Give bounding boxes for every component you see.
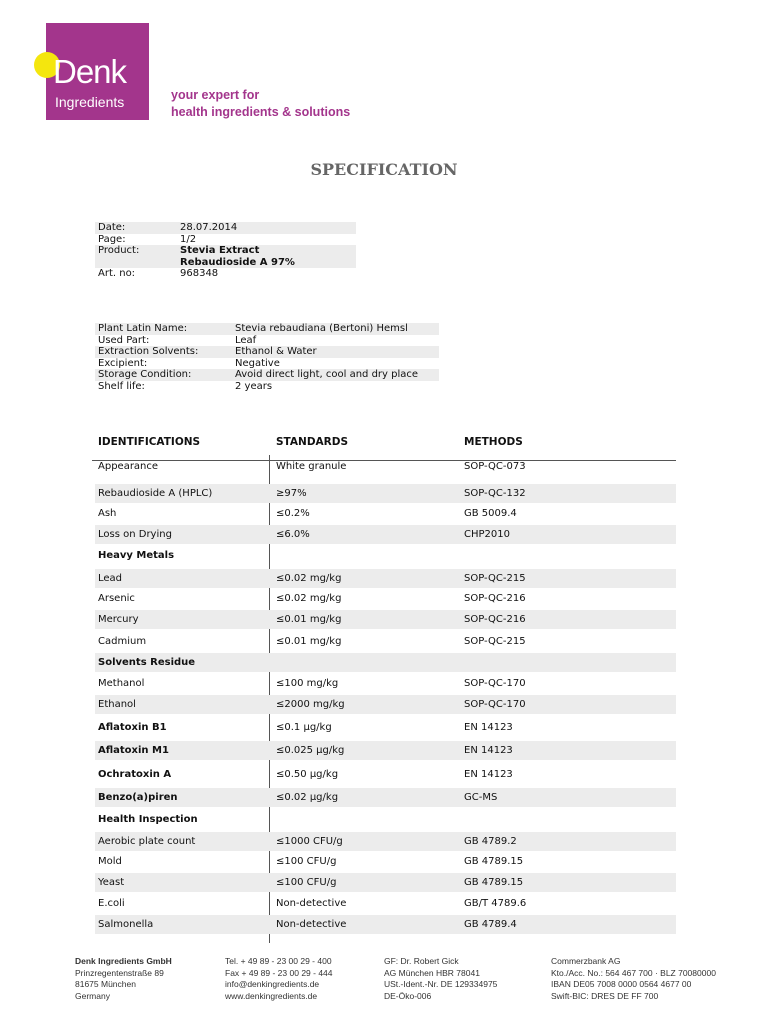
footer-bank (551, 956, 716, 1002)
table-row (95, 632, 676, 651)
cell-identification: Yeast (98, 877, 125, 888)
footer-line: DE-Öko-006 (384, 990, 432, 1001)
cell-identification: Appearance (98, 461, 159, 472)
table-row (95, 832, 676, 851)
info-row (95, 245, 356, 268)
table-row (95, 569, 676, 588)
info-row (95, 358, 439, 370)
cell-standard: White granule (276, 461, 347, 472)
cell-standard: ≤0.2% (276, 508, 310, 519)
product-variant: Rebaudioside A 97% (180, 256, 295, 268)
cell-identification: Lead (98, 573, 123, 584)
cell-identification: Mold (98, 856, 122, 867)
footer-company (75, 956, 172, 1002)
info-value: 28.07.2014 (180, 222, 238, 233)
company-logo (46, 23, 149, 120)
info-value: Negative (235, 357, 280, 369)
cell-method: GB 4789.2 (464, 836, 517, 847)
table-row (95, 525, 676, 544)
cell-method: GB/T 4789.6 (464, 898, 527, 909)
cell-identification: Aflatoxin M1 (98, 745, 169, 756)
info-row (95, 234, 356, 246)
table-row (95, 546, 676, 565)
cell-identification: Aflatoxin B1 (98, 722, 167, 733)
cell-method: SOP-QC-170 (464, 678, 526, 689)
info-row (95, 323, 439, 335)
tagline-line-1: your expert for (171, 88, 260, 102)
cell-method: SOP-QC-132 (464, 488, 526, 499)
logo-brand-text: Denk (53, 53, 127, 90)
table-row (95, 741, 676, 760)
cell-standard: Non-detective (276, 898, 347, 909)
logo-sub-text: Ingredients (55, 94, 125, 110)
table-row (95, 589, 676, 608)
cell-method: EN 14123 (464, 769, 513, 780)
info-value: Avoid direct light, cool and dry place (235, 369, 419, 380)
cell-method: GC-MS (464, 792, 498, 803)
cell-identification: E.coli (98, 898, 125, 909)
cell-standard: ≤0.02 mg/kg (276, 573, 342, 584)
cell-identification: Ochratoxin A (98, 769, 172, 780)
footer-line: Kto./Acc. No.: 564 467 700 · BLZ 70080000 (551, 967, 716, 978)
cell-identification: Arsenic (98, 593, 135, 604)
footer-line: USt.-Ident.-Nr. DE 129334975 (384, 979, 498, 989)
cell-standard: ≤6.0% (276, 529, 310, 540)
cell-standard: ≤0.50 µg/kg (276, 769, 339, 780)
cell-identification: Ash (98, 508, 117, 519)
footer-line: Swift-BIC: DRES DE FF 700 (551, 990, 659, 1001)
footer-line: 81675 München (75, 979, 136, 989)
info-row (95, 381, 439, 393)
info-label: Used Part: (98, 334, 150, 346)
info-label: Date: (98, 222, 126, 233)
cell-method: EN 14123 (464, 722, 513, 733)
info-row (95, 222, 356, 234)
table-row (95, 788, 676, 807)
header-standards: STANDARDS (276, 436, 349, 448)
header-methods: METHODS (464, 436, 523, 448)
footer-line: GF: Dr. Robert Gick (384, 956, 459, 966)
cell-identification: Cadmium (98, 636, 147, 647)
cell-method: SOP-QC-215 (464, 573, 526, 584)
cell-identification: Loss on Drying (98, 529, 172, 540)
cell-method: GB 4789.15 (464, 856, 524, 867)
footer-phone: Tel. + 49 89 - 23 00 29 - 400 (225, 956, 332, 966)
info-label: Shelf life: (98, 380, 145, 392)
footer-website-link[interactable]: www.denkingredients.de (225, 990, 318, 1001)
cell-standard: ≤0.01 mg/kg (276, 614, 342, 625)
table-row (95, 810, 676, 829)
cell-method: SOP-QC-215 (464, 636, 526, 647)
info-label: Excipient: (98, 357, 148, 369)
cell-identification: Mercury (98, 614, 139, 625)
table-row (95, 457, 676, 476)
info-row (95, 369, 439, 381)
cell-section-heading: Health Inspection (98, 814, 198, 825)
cell-identification: Methanol (98, 678, 145, 689)
info-label: Product: (98, 245, 140, 256)
cell-standard: ≥97% (276, 488, 307, 499)
cell-section-heading: Heavy Metals (98, 550, 175, 561)
info-row (95, 335, 439, 347)
cell-method: SOP-QC-073 (464, 461, 526, 472)
cell-method: SOP-QC-216 (464, 593, 526, 604)
table-row (95, 695, 676, 714)
info-value (180, 245, 295, 268)
table-row (95, 718, 676, 737)
table-row (95, 873, 676, 892)
cell-method: GB 4789.15 (464, 877, 524, 888)
info-value: Leaf (235, 334, 257, 346)
cell-identification: Salmonella (98, 919, 154, 930)
cell-identification: Aerobic plate count (98, 836, 196, 847)
footer-line: Germany (75, 990, 110, 1001)
info-label: Storage Condition: (98, 369, 192, 380)
cell-standard: ≤100 CFU/g (276, 877, 337, 888)
cell-standard: ≤1000 CFU/g (276, 836, 343, 847)
table-row (95, 852, 676, 871)
footer-company-name: Denk Ingredients GmbH (75, 956, 172, 966)
info-label: Plant Latin Name: (98, 323, 188, 334)
cell-standard: ≤0.1 µg/kg (276, 722, 332, 733)
info-value: 968348 (180, 268, 219, 279)
footer-line: IBAN DE05 7008 0000 0564 4677 00 (551, 979, 692, 989)
footer-line: Prinzregentenstraße 89 (75, 967, 164, 978)
footer-contact (225, 956, 333, 1002)
cell-standard: ≤0.02 µg/kg (276, 792, 339, 803)
cell-identification: Ethanol (98, 699, 136, 710)
cell-method: SOP-QC-216 (464, 614, 526, 625)
footer-email-link[interactable]: info@denkingredients.de (225, 979, 320, 989)
info-value: Stevia rebaudiana (Bertoni) Hemsl (235, 323, 408, 334)
info-label: Art. no: (98, 268, 136, 279)
cell-standard: ≤100 CFU/g (276, 856, 337, 867)
footer-line: AG München HBR 78041 (384, 967, 480, 978)
info-value: 2 years (235, 380, 273, 392)
table-row (95, 894, 676, 913)
table-row (95, 504, 676, 523)
document-info (95, 222, 356, 280)
table-row (95, 610, 676, 629)
info-row (95, 268, 356, 280)
cell-standard: ≤2000 mg/kg (276, 699, 345, 710)
product-name: Stevia Extract (180, 245, 260, 256)
cell-method: GB 4789.4 (464, 919, 517, 930)
footer-legal (384, 956, 497, 1002)
cell-standard: ≤100 mg/kg (276, 678, 339, 689)
table-row (95, 765, 676, 784)
tagline (171, 87, 350, 121)
cell-standard: Non-detective (276, 919, 347, 930)
table-row (95, 653, 676, 672)
cell-standard: ≤0.02 mg/kg (276, 593, 342, 604)
info-label: Extraction Solvents: (98, 346, 199, 357)
product-info (95, 323, 439, 392)
info-value: Ethanol & Water (235, 346, 317, 357)
info-value: 1/2 (180, 233, 197, 245)
footer-fax: Fax + 49 89 - 23 00 29 - 444 (225, 967, 333, 978)
cell-method: CHP2010 (464, 529, 510, 540)
cell-method: EN 14123 (464, 745, 513, 756)
document-title: SPECIFICATION (310, 160, 458, 179)
info-row (95, 346, 439, 358)
info-label: Page: (98, 233, 126, 245)
cell-standard: ≤0.025 µg/kg (276, 745, 345, 756)
cell-section-heading: Solvents Residue (98, 657, 196, 668)
cell-standard: ≤0.01 mg/kg (276, 636, 342, 647)
table-row (95, 915, 676, 934)
tagline-line-2: health ingredients & solutions (171, 105, 351, 119)
cell-identification: Rebaudioside A (HPLC) (98, 488, 213, 499)
header-identifications: IDENTIFICATIONS (98, 436, 201, 448)
cell-identification: Benzo(a)piren (98, 792, 178, 803)
cell-method: GB 5009.4 (464, 508, 517, 519)
footer-line: Commerzbank AG (551, 956, 621, 966)
table-row (95, 674, 676, 693)
cell-method: SOP-QC-170 (464, 699, 526, 710)
table-row (95, 484, 676, 503)
